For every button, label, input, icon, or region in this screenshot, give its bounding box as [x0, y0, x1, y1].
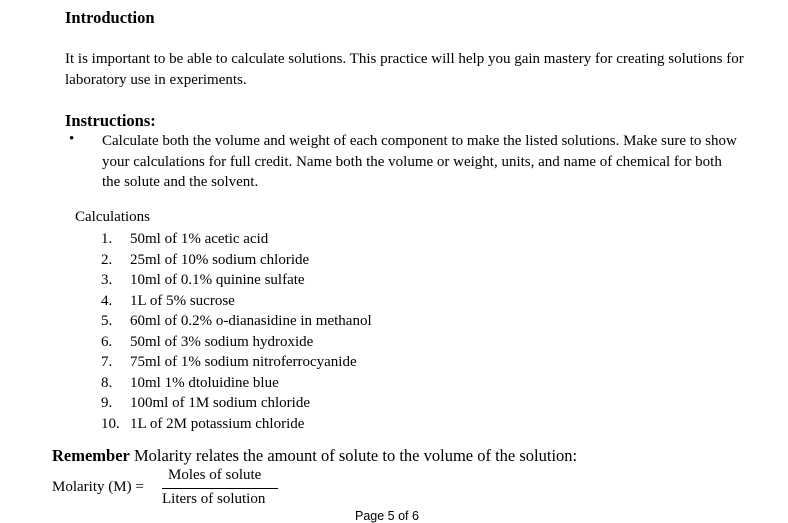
- formula-lhs: Molarity (M) =: [52, 479, 144, 495]
- bullet-icon: •: [69, 131, 75, 147]
- item-number: 2.: [101, 251, 113, 268]
- item-number: 1.: [101, 231, 113, 247]
- item-text: 1L of 2M potassium chloride: [130, 415, 305, 432]
- intro-heading: Introduction: [65, 8, 155, 27]
- list-item: [101, 291, 372, 312]
- list-item: [101, 373, 372, 394]
- item-number: 4.: [101, 292, 113, 309]
- item-text: 60ml of 0.2% o-dianasidine in methanol: [130, 313, 372, 329]
- list-item: [101, 332, 372, 353]
- list-item: [101, 270, 372, 291]
- instructions-text: Calculate both the volume and weight of each component to make the listed solutions. Make sure to show your calculations for full credit. Name both the volume or weight, units, and name of chemical for both the solute and the solvent.: [102, 133, 737, 190]
- list-item: [101, 393, 372, 414]
- item-text: 10ml 1% dtoluidine blue: [130, 374, 279, 391]
- page-number: Page 5 of 6: [355, 509, 419, 523]
- item-number: 10.: [101, 415, 120, 432]
- list-item: [101, 352, 372, 373]
- item-text: 25ml of 10% sodium chloride: [130, 251, 310, 268]
- remember-label: Remember: [52, 446, 130, 465]
- item-text: 50ml of 1% acetic acid: [130, 231, 269, 247]
- remember-text: Molarity relates the amount of solute to the volume of the solution:: [129, 446, 578, 465]
- list-item: [101, 414, 372, 435]
- item-text: 100ml of 1M sodium chloride: [130, 395, 310, 411]
- intro-paragraph: It is important to be able to calculate solutions. This practice will help you gain mastery for creating solutions for laboratory use in experiments.: [65, 51, 744, 88]
- item-number: 6.: [101, 333, 113, 350]
- fraction-bar: [162, 488, 278, 489]
- item-text: 1L of 5% sucrose: [130, 292, 235, 309]
- item-text: 75ml of 1% sodium nitroferrocyanide: [130, 354, 357, 370]
- item-text: 50ml of 3% sodium hydroxide: [130, 333, 314, 350]
- remember-note: [52, 446, 577, 466]
- calculations-title: Calculations: [75, 209, 150, 225]
- list-item: [101, 229, 372, 250]
- calculations-list: [101, 229, 372, 434]
- item-number: 9.: [101, 395, 113, 411]
- item-number: 7.: [101, 354, 113, 370]
- item-number: 3.: [101, 272, 113, 288]
- list-item: [101, 311, 372, 332]
- item-number: 8.: [101, 374, 113, 391]
- item-number: 5.: [101, 313, 113, 329]
- item-text: 10ml of 0.1% quinine sulfate: [130, 272, 305, 288]
- list-item: [101, 250, 372, 271]
- formula-numerator: Moles of solute: [168, 467, 262, 483]
- formula-denominator: Liters of solution: [162, 491, 266, 507]
- instructions-heading: Instructions:: [65, 111, 156, 130]
